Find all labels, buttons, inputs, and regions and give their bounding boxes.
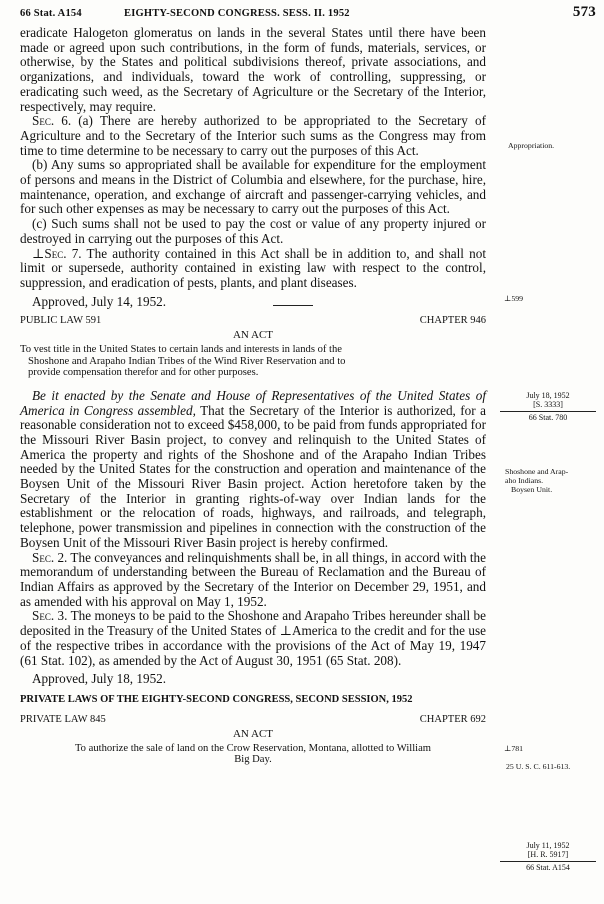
an-act-heading: AN ACT (232, 329, 274, 342)
law-header (20, 713, 486, 727)
page-number: 573 (572, 4, 596, 20)
section-text: That the Secretary of the Interior is authorized, for a reasonable consideration not to exceed $458,000, to be paid from funds appropriated for the Missouri River Basin project, to convey and relinquish to the United States of America the property and rights of the Shoshone and of the Arapaho Indian Tribes needed by the United States for the construction and operation and maintenance of the Boysen Unit of the Missouri River Basin project. Action heretofore taken by the Secretary of the Interior in granting rights-of-way over Indian lands for the establishment or the relocation of roads, highways, and railroads, and telegraph, telephone, power transmission and pipelines in connection with the construction of the Boysen Unit of the Missouri River Basin project is hereby confirmed. (20, 402, 486, 550)
bill-number: [H. R. 5917] (527, 849, 569, 859)
margin-line: Boysen Unit. (511, 485, 553, 494)
margin-page-ref: ⊥599 (504, 294, 524, 303)
approval-date: Approved, July 14, 1952. (32, 293, 167, 309)
enacting-formula: Be it enacted by the Senate and House of Representatives of the United States of America in Congress assembled, (20, 387, 486, 418)
section-text: The conveyances and relinquishments shall be, in all things, in accord with the memorandum of understanding between the Bureau of Reclamation and the Bureau of Indian Affairs as approved by the Secretary of the Interior on December 29, 1951, and as amended with his approval on May 1, 1952. (20, 549, 486, 609)
divider-rule (273, 305, 313, 306)
section-6b: (b) Any sums so appropriated shall be available for expenditure for the employment of persons and means in the District of Columbia and elsewhere, for the purchase, hire, maintenance, operation, and exchange of aircraft and passenger-carrying vehicles, and for such other expenses as may be necessary to carry out the purposes of this Act. (20, 157, 486, 217)
act-title (20, 344, 486, 379)
margin-usc-citation: 25 U. S. C. 611-613. (506, 762, 571, 771)
paragraph-continuation: eradicate Halogeton glomeratus on lands in the several States until there have been made or agreed upon such contributions, in the form of funds, materials, services, or otherwise, by the States and political subdivisions thereof, private associations, and organizations, and individuals, toward the work of controlling, suppressing, or eradicating such weed, as the Secretary of Agriculture or the Secretary of the Interior, respectively, may require. (20, 25, 486, 114)
section-label: Sec. 2. (32, 549, 68, 565)
approval-date: July 11, 1952 (526, 841, 570, 850)
chapter-number: CHAPTER 946 (419, 315, 486, 327)
approval-date: Approved, July 18, 1952. (32, 671, 167, 687)
main-text (20, 26, 486, 776)
stat-reference: 66 Stat. 780 (528, 413, 568, 422)
law-header (20, 314, 486, 328)
margin-page-ref: ⊥781 (504, 744, 524, 753)
title-line: To vest title in the United States to certain lands and interests in lands of the (20, 344, 343, 356)
section-6a (20, 114, 486, 158)
approval-date: July 18, 1952 (526, 391, 570, 400)
divider-rule (500, 861, 596, 862)
title-line: Shoshone and Arapaho Indian Tribes of the Wind River Reservation and to (28, 355, 346, 367)
section-text: The authority contained in this Act shall be in addition to, and shall not limit or supersede, authority contained in existing law with respect to the control, suppression, and eradication of pests, plants, and plant diseases. (20, 245, 486, 290)
section-label: Sec. 6. (32, 113, 72, 129)
congress-session: EIGHTY-SECOND CONGRESS. SESS. II. 1952 (124, 8, 350, 19)
margin-line: aho Indians. (505, 476, 544, 485)
section-6c: (c) Such sums shall not be used to pay the cost or value of any property injured or destroyed in carrying out the purposes of this Act. (20, 216, 486, 246)
public-law-number: PUBLIC LAW 591 (20, 315, 102, 327)
section-2 (20, 551, 486, 610)
section-text: The moneys to be paid to the Shoshone and Arapaho Tribes hereunder shall be deposited in the Treasury of the United States of ⊥America to the credit and for the use of the respective tribes in accordance with the provisions of the Act of May 19, 1947 (61 Stat. 102), as amended by the Act of August 30, 1951 (65 Stat. 208). (20, 608, 486, 668)
act-title (20, 743, 486, 766)
margin-line: Shoshone and Arap- (505, 467, 569, 476)
margin-note-subject (505, 467, 568, 494)
section-7 (20, 247, 486, 291)
margin-date-box (500, 842, 596, 873)
chapter-number: CHAPTER 692 (419, 713, 486, 725)
title-line: provide compensation therefor and for other purposes. (28, 367, 259, 379)
divider-rule (500, 411, 596, 412)
margin-date-box (500, 392, 596, 423)
private-law-number: PRIVATE LAW 845 (20, 713, 106, 725)
title-line: Big Day. (234, 754, 272, 766)
section-text: (a) There are hereby authorized to be appropriated to the Secretary of Agriculture and to the Secretary of the Interior such sums as the Congress may from time to time determine to be necessary to carry out the purposes of this Act. (20, 113, 486, 158)
enacting-clause (20, 389, 486, 551)
title-line: To authorize the sale of land on the Crow Reservation, Montana, allotted to William (74, 742, 432, 754)
stat-reference: 66 Stat. A154 (526, 863, 570, 872)
stat-reference: 66 Stat. A154 (20, 8, 82, 19)
bill-number: [S. 3333] (533, 399, 563, 409)
section-label: Sec. 3. (32, 608, 68, 624)
section-3 (20, 609, 486, 668)
private-laws-heading: PRIVATE LAWS OF THE EIGHTY-SECOND CONGRESS, SECOND SESSION, 1952 (20, 693, 413, 705)
an-act-heading: AN ACT (232, 727, 274, 740)
section-label: ⊥Sec. 7. (32, 245, 82, 261)
margin-note-appropriation: Appropriation. (508, 141, 555, 150)
